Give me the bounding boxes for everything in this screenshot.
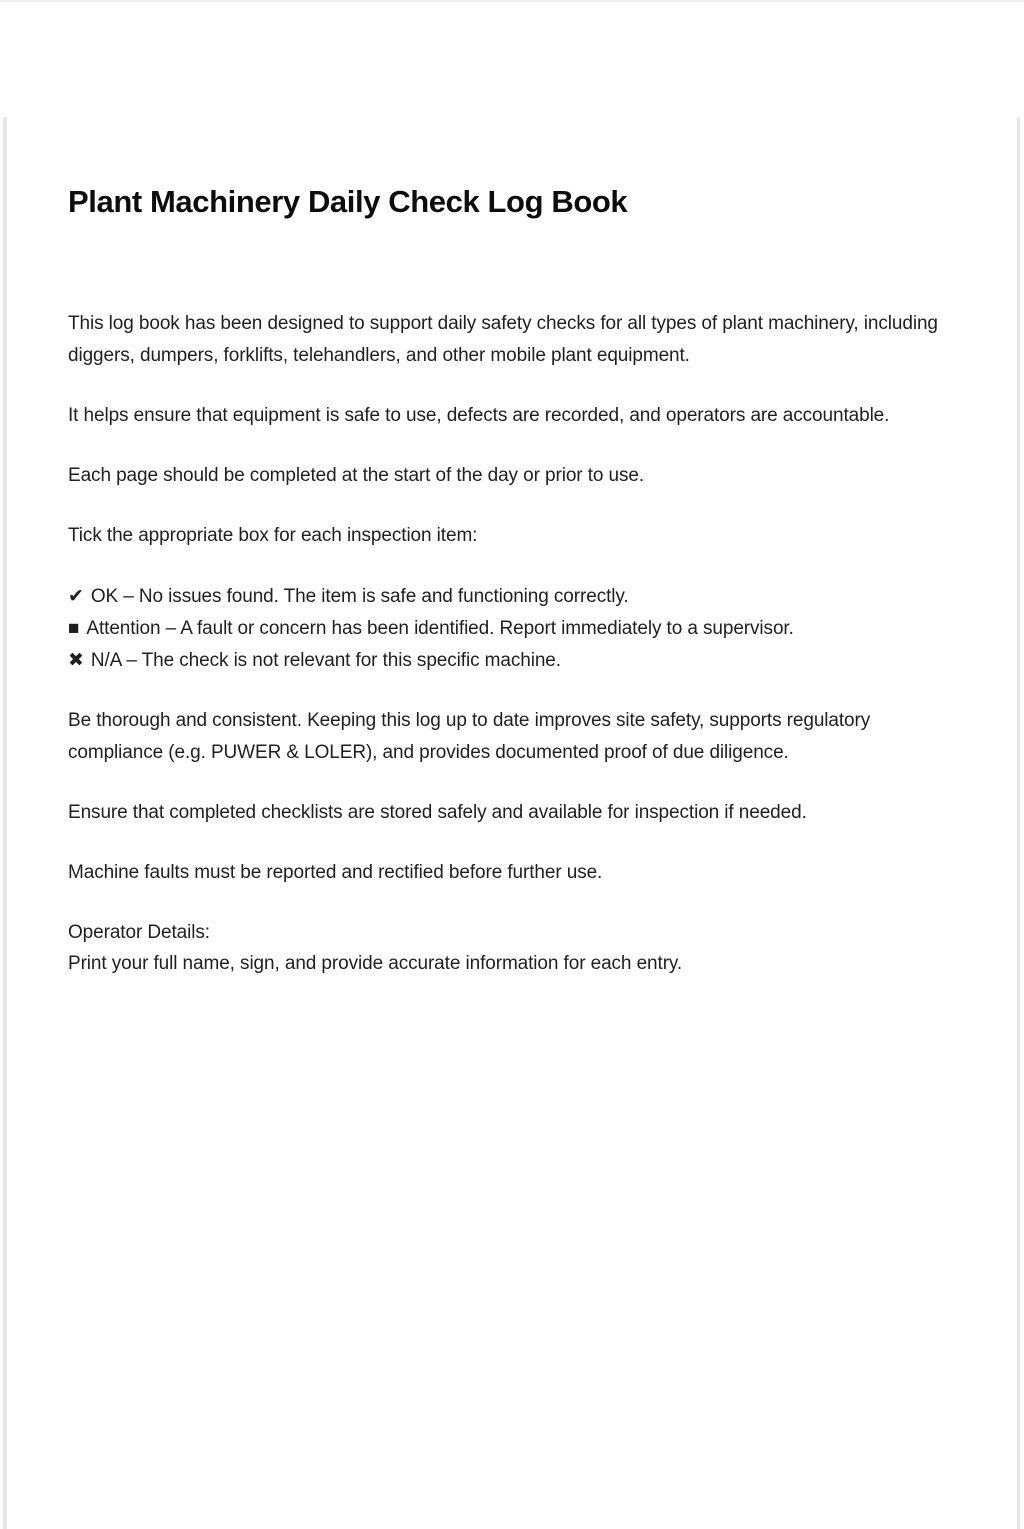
legend-ok-text: OK – No issues found. The item is safe and functioning correctly. — [90, 586, 629, 607]
document-page — [3, 117, 1020, 1529]
legend-attention-text: Attention – A fault or concern has been identified. Report immediately to a supervisor. — [86, 618, 794, 639]
top-divider — [0, 0, 1024, 2]
intro-paragraph-3: Each page should be completed at the start of the day or prior to use. — [68, 465, 645, 486]
legend-na-text: N/A – The check is not relevant for this specific machine. — [90, 650, 561, 671]
legend-attention-line — [68, 613, 962, 645]
tick-legend — [68, 581, 962, 677]
operator-details-section — [68, 917, 962, 979]
legend-ok-line — [68, 581, 962, 613]
check-icon: ✔ — [68, 586, 84, 607]
black-square-icon: ■ — [68, 618, 80, 639]
intro-paragraph-1: This log book has been designed to support daily safety checks for all types of plant machinery, including diggers, dumpers, forklifts, telehandlers, and other mobile plant equipment. — [68, 313, 938, 366]
document-content — [68, 183, 962, 979]
intro-paragraph-2: It helps ensure that equipment is safe to use, defects are recorded, and operators are accountable. — [68, 405, 890, 426]
operator-details-text: Print your full name, sign, and provide accurate information for each entry. — [68, 953, 683, 974]
guidance-paragraph-1: Be thorough and consistent. Keeping this log up to date improves site safety, supports regulatory compliance (e.g. PUWER & LOLER), and provides documented proof of due diligence. — [68, 710, 871, 763]
tick-instruction: Tick the appropriate box for each inspection item: — [68, 525, 478, 546]
page-title: Plant Machinery Daily Check Log Book — [68, 184, 628, 219]
operator-details-label: Operator Details: — [68, 922, 210, 943]
guidance-paragraph-3: Machine faults must be reported and rectified before further use. — [68, 862, 603, 883]
cross-icon: ✖ — [68, 650, 84, 671]
guidance-paragraph-2: Ensure that completed checklists are stored safely and available for inspection if needed. — [68, 802, 807, 823]
legend-na-line — [68, 645, 962, 677]
